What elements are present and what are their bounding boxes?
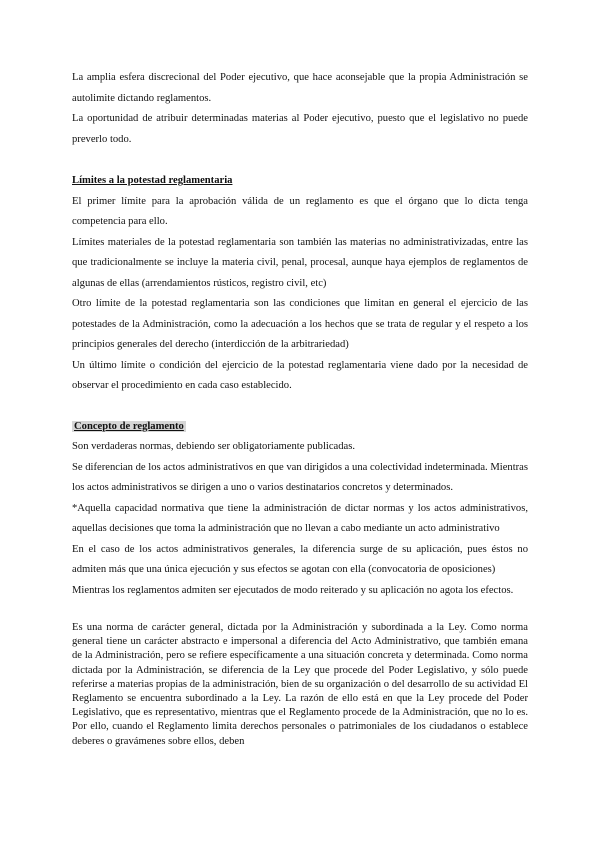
closing-block: [72, 621, 528, 749]
paragraph: Otro límite de la potestad reglamentaria son las condiciones que limitan en general el ejercicio de las potestades de la Administración, como la adecuación a los hechos que se trata de regular y el respeto a los principios generales del derecho (interdicción de la arbitrariedad): [72, 298, 528, 350]
paragraph: *Aquella capacidad normativa que tiene la administración de dictar normas y los actos administrativos, aquellas decisiones que toma la administración que no llevan a cabo mediante un acto administrativo: [72, 502, 528, 534]
intro-block: [72, 68, 528, 150]
paragraph: Un último límite o condición del ejercicio de la potestad reglamentaria viene dado por la necesidad de observar el procedimiento en cada caso establecido.: [72, 359, 528, 391]
section-limits: [72, 171, 528, 397]
section-concept: [72, 417, 528, 602]
paragraph: La amplia esfera discrecional del Poder ejecutivo, que hace aconsejable que la propia Administración se autolimite dictando reglamentos.: [72, 72, 528, 104]
paragraph: El primer límite para la aprobación válida de un reglamento es que el órgano que lo dicta tenga competencia para ello.: [72, 195, 528, 227]
paragraph: Es una norma de carácter general, dictada por la Administración y subordinada a la Ley. Como norma general tiene un carácter abstracto e impersonal a diferencia del Acto Administrativo, que también emana de la Administración, pero se refiere específicamente a una situación concreta y determinada. Como norma dictada por la Administración, se diferencia de la Ley que procede del Poder Legislativo, y sólo puede referirse a materias propias de la administración, bien de su organización o del desarrollo de su actividad El Reglamento se encuentra subordinado a la Ley. La razón de ello está en que la Ley procede del Poder Legislativo, que es representativo, mientras que el Reglamento procede de la Administración, que no lo es. Por ello, cuando el Reglamento limita derechos personales o patrimoniales de los ciudadanos o establece deberes o gravámenes sobre ellos, deben: [72, 622, 528, 747]
paragraph: La oportunidad de atribuir determinadas materias al Poder ejecutivo, puesto que el legislativo no puede preverlo todo.: [72, 113, 528, 145]
section-heading-concept: Concepto de reglamento: [74, 420, 184, 432]
document-body: [72, 68, 528, 749]
paragraph: Límites materiales de la potestad reglamentaria son también las materias no administrativizadas, entre las que tradicionalmente se incluye la materia civil, penal, procesal, aunque haya ejemplos de reglamentos de algunas de ellas (arrendamientos rústicos, registro civil, etc): [72, 236, 528, 289]
section-heading-limits: Límites a la potestad reglamentaria: [72, 175, 233, 186]
paragraph: Son verdaderas normas, debiendo ser obligatoriamente publicadas.: [72, 441, 356, 452]
paragraph: Mientras los reglamentos admiten ser ejecutados de modo reiterado y su aplicación no agota los efectos.: [72, 584, 514, 596]
paragraph: Se diferencian de los actos administrativos en que van dirigidos a una colectividad indeterminada. Mientras los actos administrativos se dirigen a uno o varios destinatarios concretos y determinados.: [72, 461, 528, 493]
paragraph: En el caso de los actos administrativos generales, la diferencia surge de su aplicación, pues éstos no admiten más que una única ejecución y sus efectos se agotan con ella (convocatoria de oposiciones): [72, 543, 528, 575]
